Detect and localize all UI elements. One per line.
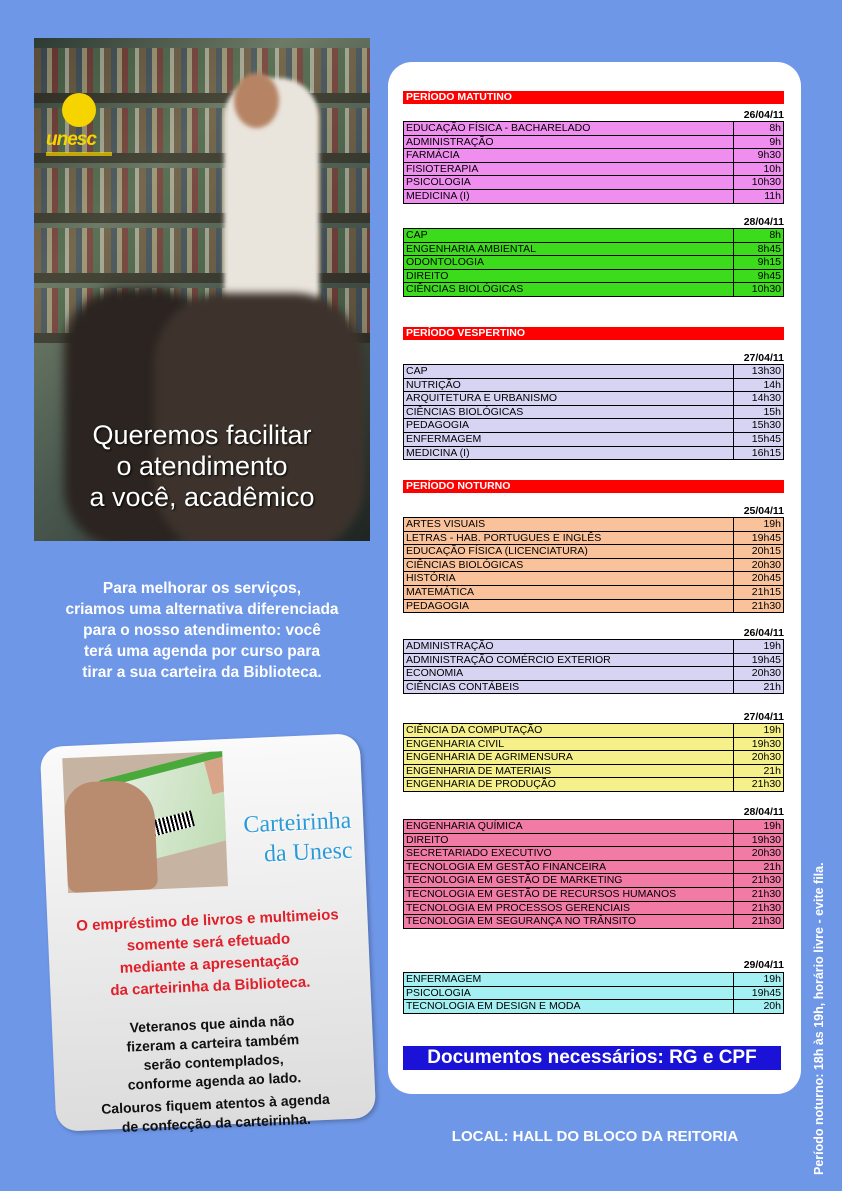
schedule-row [404, 724, 784, 738]
schedule-row [404, 189, 784, 203]
headline-line-2: o atendimento [116, 451, 288, 481]
course-name: CIÊNCIAS BIOLÓGICAS [404, 558, 734, 572]
schedule-row [404, 162, 784, 176]
course-time: 19h45 [734, 986, 784, 1000]
group-date: 29/04/11 [743, 959, 784, 971]
course-name: EDUCAÇÃO FÍSICA - BACHARELADO [404, 122, 734, 136]
schedule-row [404, 269, 784, 283]
course-name: ADMINISTRAÇÃO COMÉRCIO EXTERIOR [404, 653, 734, 667]
schedule-row [404, 847, 784, 861]
loan-notice-line: mediante a apresentação [119, 952, 300, 977]
freshmen-line: Calouros fiquem atentos à agenda [100, 1090, 331, 1117]
course-time: 9h45 [734, 269, 784, 283]
loan-notice-line: O empréstimo de livros e multimeios [75, 906, 340, 935]
course-time: 20h45 [734, 572, 784, 586]
group-date: 28/04/11 [743, 216, 784, 228]
schedule-table [403, 121, 784, 204]
course-name: SECRETARIADO EXECUTIVO [404, 847, 734, 861]
course-name: CIÊNCIAS CONTÁBEIS [404, 680, 734, 694]
course-name: NUTRIÇÃO [404, 378, 734, 392]
schedule-row [404, 242, 784, 256]
intro-line: Para melhorar os serviços, [102, 580, 302, 597]
schedule-row [404, 915, 784, 929]
course-time: 14h30 [734, 392, 784, 406]
library-card-box [40, 733, 376, 1135]
course-name: ENGENHARIA DE AGRIMENSURA [404, 751, 734, 765]
course-name: ECONOMIA [404, 667, 734, 681]
schedule-row [404, 558, 784, 572]
course-time: 10h30 [734, 283, 784, 297]
schedule-row [404, 419, 784, 433]
course-name: ENGENHARIA DE MATERIAIS [404, 764, 734, 778]
course-name: ENGENHARIA DE PRODUÇÃO [404, 778, 734, 792]
course-time: 9h [734, 135, 784, 149]
group-date: 27/04/11 [743, 352, 784, 364]
course-name: ADMINISTRAÇÃO [404, 640, 734, 654]
schedule-row [404, 531, 784, 545]
course-time: 9h30 [734, 149, 784, 163]
schedule-table [403, 639, 784, 694]
course-time: 19h [734, 724, 784, 738]
course-time: 9h15 [734, 256, 784, 270]
schedule-row [404, 751, 784, 765]
course-name: MEDICINA (I) [404, 189, 734, 203]
period-header-noturno: PERÍODO NOTURNO [403, 480, 784, 493]
group-date: 27/04/11 [743, 711, 784, 723]
logo-text: unesc [46, 129, 96, 150]
course-time: 10h [734, 162, 784, 176]
course-time: 21h [734, 860, 784, 874]
course-time: 20h30 [734, 667, 784, 681]
location-text: LOCAL: HALL DO BLOCO DA REITORIA [451, 1128, 739, 1145]
course-time: 10h30 [734, 176, 784, 190]
side-note: Período noturno: 18h às 19h, horário livre - evite fila. [812, 862, 826, 1175]
intro-line: criamos uma alternativa diferenciada [65, 601, 339, 618]
schedule-row [404, 572, 784, 586]
course-name: MATEMÁTICA [404, 585, 734, 599]
schedule-row [404, 149, 784, 163]
schedule-row [404, 518, 784, 532]
course-name: FARMÁCIA [404, 149, 734, 163]
schedule-table [403, 228, 784, 297]
course-name: CIÊNCIAS BIOLÓGICAS [404, 283, 734, 297]
schedule-table [403, 517, 784, 613]
logo-subtitle-bar [46, 152, 112, 156]
schedule-row [404, 365, 784, 379]
course-time: 21h30 [734, 915, 784, 929]
veterans-line: fizeram a carteira também [126, 1031, 300, 1055]
course-time: 21h30 [734, 599, 784, 613]
schedule-row [404, 973, 784, 987]
course-name: ENGENHARIA CIVIL [404, 737, 734, 751]
course-name: PSICOLOGIA [404, 176, 734, 190]
period-header-matutino: PERÍODO MATUTINO [403, 91, 784, 104]
course-name: CIÊNCIAS BIOLÓGICAS [404, 405, 734, 419]
schedule-row [404, 283, 784, 297]
schedule-row [404, 737, 784, 751]
course-name: EDUCAÇÃO FÍSICA (LICENCIATURA) [404, 545, 734, 559]
course-name: ENGENHARIA QUÍMICA [404, 820, 734, 834]
course-name: TECNOLOGIA EM GESTÃO FINANCEIRA [404, 860, 734, 874]
logo-sun-icon [62, 93, 96, 127]
unesc-logo [46, 93, 116, 156]
course-time: 13h30 [734, 365, 784, 379]
schedule-row [404, 901, 784, 915]
course-time: 19h [734, 973, 784, 987]
course-time: 20h30 [734, 847, 784, 861]
course-time: 21h30 [734, 901, 784, 915]
intro-line: para o nosso atendimento: você [83, 622, 321, 639]
schedule-row [404, 640, 784, 654]
course-time: 8h45 [734, 242, 784, 256]
intro-line: tirar a sua carteira da Biblioteca. [82, 664, 322, 681]
schedule-row [404, 446, 784, 460]
period-header-vespertino: PERÍODO VESPERTINO [403, 327, 784, 340]
schedule-row [404, 378, 784, 392]
course-time: 8h [734, 229, 784, 243]
course-name: DIREITO [404, 833, 734, 847]
schedule-row [404, 860, 784, 874]
veterans-line: Veteranos que ainda não [129, 1012, 295, 1036]
course-time: 11h [734, 189, 784, 203]
course-name: ODONTOLOGIA [404, 256, 734, 270]
course-time: 19h30 [734, 833, 784, 847]
schedule-row [404, 405, 784, 419]
schedule-row [404, 392, 784, 406]
course-name: ARQUITETURA E URBANISMO [404, 392, 734, 406]
course-name: DIREITO [404, 269, 734, 283]
course-name: CIÊNCIA DA COMPUTAÇÃO [404, 724, 734, 738]
loan-notice [57, 903, 361, 1004]
course-time: 20h [734, 1000, 784, 1014]
course-name: ENFERMAGEM [404, 432, 734, 446]
course-time: 19h [734, 640, 784, 654]
intro-line: terá uma agenda por curso para [83, 643, 321, 660]
course-time: 21h15 [734, 585, 784, 599]
schedule-row [404, 887, 784, 901]
course-name: CAP [404, 365, 734, 379]
course-name: PSICOLOGIA [404, 986, 734, 1000]
headline-line-1: Queremos facilitar [92, 420, 312, 450]
schedule-row [404, 667, 784, 681]
group-date: 28/04/11 [743, 806, 784, 818]
group-date: 25/04/11 [743, 505, 784, 517]
headline-line-3: a você, acadêmico [89, 482, 315, 512]
intro-text [34, 578, 370, 683]
schedule-row [404, 256, 784, 270]
loan-notice-line: da carteirinha da Biblioteca. [110, 973, 311, 1000]
course-time: 16h15 [734, 446, 784, 460]
headline [34, 420, 370, 513]
course-name: TECNOLOGIA EM DESIGN E MODA [404, 1000, 734, 1014]
schedule-row [404, 176, 784, 190]
course-time: 15h45 [734, 432, 784, 446]
schedule-row [404, 778, 784, 792]
schedule-row [404, 874, 784, 888]
course-time: 14h [734, 378, 784, 392]
course-name: HISTÓRIA [404, 572, 734, 586]
schedule-row [404, 545, 784, 559]
course-time: 20h30 [734, 751, 784, 765]
schedule-row [404, 599, 784, 613]
course-time: 19h45 [734, 531, 784, 545]
schedule-row [404, 680, 784, 694]
card-title [191, 806, 353, 873]
schedule-row [404, 122, 784, 136]
schedule-table [403, 364, 784, 460]
course-name: ARTES VISUAIS [404, 518, 734, 532]
course-name: PEDAGOGIA [404, 599, 734, 613]
schedule-row [404, 585, 784, 599]
course-time: 19h [734, 820, 784, 834]
course-name: ENGENHARIA AMBIENTAL [404, 242, 734, 256]
course-name: LETRAS - HAB. PORTUGUES E INGLÊS [404, 531, 734, 545]
card-title-line-2: da Unesc [263, 837, 354, 868]
veterans-line: conforme agenda ao lado. [127, 1069, 302, 1093]
schedule-row [404, 764, 784, 778]
group-date: 26/04/11 [743, 109, 784, 121]
schedule-row [404, 135, 784, 149]
documents-banner: Documentos necessários: RG e CPF [403, 1046, 781, 1070]
loan-notice-line: somente será efetuado [126, 930, 291, 955]
group-date: 26/04/11 [743, 627, 784, 639]
schedule-row [404, 653, 784, 667]
course-name: PEDAGOGIA [404, 419, 734, 433]
freshmen-notice [65, 1088, 366, 1139]
schedule-row [404, 229, 784, 243]
course-time: 21h30 [734, 778, 784, 792]
course-name: CAP [404, 229, 734, 243]
schedule-row [404, 1000, 784, 1014]
card-title-line-1: Carteirinha [242, 807, 352, 839]
course-name: ADMINISTRAÇÃO [404, 135, 734, 149]
course-time: 8h [734, 122, 784, 136]
schedule-table [403, 819, 784, 929]
course-time: 21h [734, 680, 784, 694]
course-time: 21h30 [734, 874, 784, 888]
veterans-notice [62, 1008, 365, 1097]
freshmen-line: de confecção da carteirinha. [121, 1110, 312, 1135]
course-name: TECNOLOGIA EM GESTÃO DE RECURSOS HUMANOS [404, 887, 734, 901]
schedule-row [404, 820, 784, 834]
course-name: ENFERMAGEM [404, 973, 734, 987]
course-time: 20h15 [734, 545, 784, 559]
course-time: 20h30 [734, 558, 784, 572]
schedule-row [404, 432, 784, 446]
course-time: 15h [734, 405, 784, 419]
schedule-row [404, 986, 784, 1000]
veterans-line: serão contemplados, [143, 1050, 284, 1073]
course-time: 21h30 [734, 887, 784, 901]
course-time: 19h30 [734, 737, 784, 751]
course-time: 15h30 [734, 419, 784, 433]
schedule-table [403, 723, 784, 792]
course-time: 19h [734, 518, 784, 532]
course-name: TECNOLOGIA EM GESTÃO DE MARKETING [404, 874, 734, 888]
hand-image [63, 779, 158, 893]
course-name: TECNOLOGIA EM SEGURANÇA NO TRÂNSITO [404, 915, 734, 929]
course-name: FISIOTERAPIA [404, 162, 734, 176]
course-name: TECNOLOGIA EM PROCESSOS GERENCIAIS [404, 901, 734, 915]
course-name: MEDICINA (I) [404, 446, 734, 460]
course-time: 19h45 [734, 653, 784, 667]
course-time: 21h [734, 764, 784, 778]
schedule-table [403, 972, 784, 1014]
schedule-row [404, 833, 784, 847]
